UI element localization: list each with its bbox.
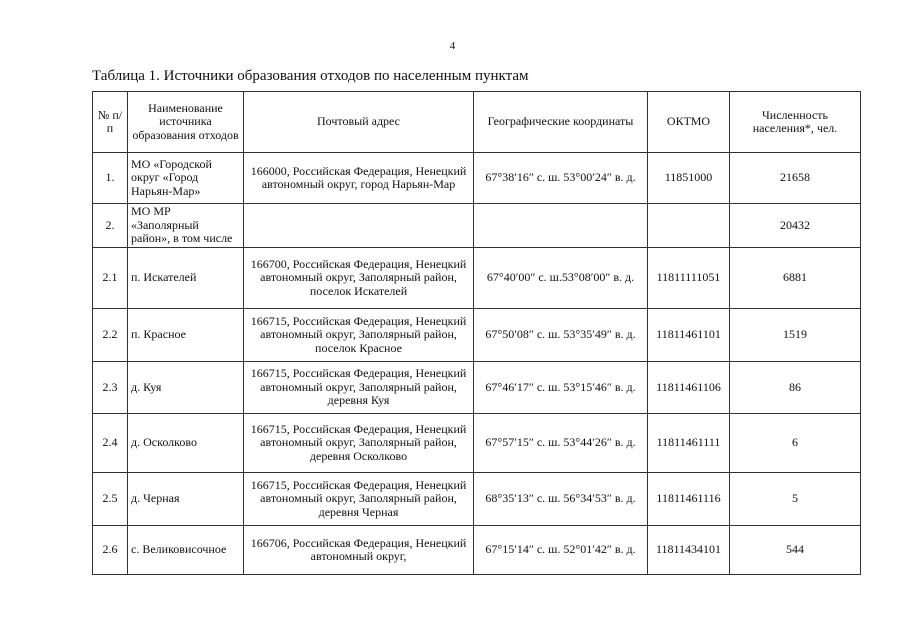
table-row	[93, 153, 861, 204]
cell-num: 2.4	[93, 414, 128, 473]
table-row	[93, 362, 861, 414]
cell-num: 2.2	[93, 309, 128, 362]
cell-oktmo	[648, 204, 730, 248]
cell-oktmo: 11811461116	[648, 473, 730, 526]
cell-oktmo: 11811461106	[648, 362, 730, 414]
table-row	[93, 248, 861, 309]
cell-oktmo: 11811461111	[648, 414, 730, 473]
header-population: Численность населения*, чел.	[730, 92, 861, 153]
cell-coords: 67°40′00″ с. ш.53°08′00″ в. д.	[474, 248, 648, 309]
header-num: № п/п	[93, 92, 128, 153]
cell-num: 2.3	[93, 362, 128, 414]
cell-address: 166715, Российская Федерация, Ненецкий автономный округ, Заполярный район, поселок Красное	[244, 309, 474, 362]
cell-coords: 67°38′16″ с. ш. 53°00′24″ в. д.	[474, 153, 648, 204]
cell-oktmo: 11811434101	[648, 526, 730, 575]
table-caption: Таблица 1. Источники образования отходов по населенным пунктам	[92, 68, 529, 84]
cell-population: 86	[730, 362, 861, 414]
cell-name: п. Искателей	[128, 248, 244, 309]
cell-name: МО МР «Заполярный район», в том числе	[128, 204, 244, 248]
cell-population: 5	[730, 473, 861, 526]
waste-sources-table	[92, 91, 861, 575]
cell-coords: 67°50′08″ с. ш. 53°35′49″ в. д.	[474, 309, 648, 362]
table-row	[93, 309, 861, 362]
cell-name: д. Осколково	[128, 414, 244, 473]
header-coords: Географические координаты	[474, 92, 648, 153]
cell-num: 2.	[93, 204, 128, 248]
cell-address: 166715, Российская Федерация, Ненецкий автономный округ, Заполярный район, деревня Осколково	[244, 414, 474, 473]
cell-name: с. Великовисочное	[128, 526, 244, 575]
cell-population: 6	[730, 414, 861, 473]
cell-address: 166715, Российская Федерация, Ненецкий автономный округ, Заполярный район, деревня Куя	[244, 362, 474, 414]
cell-address: 166700, Российская Федерация, Ненецкий автономный округ, Заполярный район, поселок Искателей	[244, 248, 474, 309]
cell-population: 6881	[730, 248, 861, 309]
cell-num: 2.1	[93, 248, 128, 309]
cell-coords	[474, 204, 648, 248]
table-header-row	[93, 92, 861, 153]
cell-population: 1519	[730, 309, 861, 362]
cell-name: п. Красное	[128, 309, 244, 362]
cell-address	[244, 204, 474, 248]
cell-coords: 68°35′13″ с. ш. 56°34′53″ в. д.	[474, 473, 648, 526]
cell-oktmo: 11811111051	[648, 248, 730, 309]
cell-population: 20432	[730, 204, 861, 248]
cell-population: 21658	[730, 153, 861, 204]
cell-address: 166000, Российская Федерация, Ненецкий автономный округ, город Нарьян-Мар	[244, 153, 474, 204]
table-row	[93, 414, 861, 473]
table-row	[93, 473, 861, 526]
cell-population: 544	[730, 526, 861, 575]
cell-num: 2.6	[93, 526, 128, 575]
cell-coords: 67°15′14″ с. ш. 52°01′42″ в. д.	[474, 526, 648, 575]
page-number: 4	[449, 40, 456, 52]
cell-address: 166715, Российская Федерация, Ненецкий автономный округ, Заполярный район, деревня Черная	[244, 473, 474, 526]
cell-oktmo: 11851000	[648, 153, 730, 204]
cell-coords: 67°57′15″ с. ш. 53°44′26″ в. д.	[474, 414, 648, 473]
table-row	[93, 526, 861, 575]
cell-num: 1.	[93, 153, 128, 204]
table-row	[93, 204, 861, 248]
cell-name: д. Куя	[128, 362, 244, 414]
header-name: Наименование источника образования отходов	[128, 92, 244, 153]
cell-name: МО «Городской округ «Город Нарьян-Мар»	[128, 153, 244, 204]
cell-address: 166706, Российская Федерация, Ненецкий автономный округ,	[244, 526, 474, 575]
header-address: Почтовый адрес	[244, 92, 474, 153]
header-oktmo: ОКТМО	[648, 92, 730, 153]
cell-coords: 67°46′17″ с. ш. 53°15′46″ в. д.	[474, 362, 648, 414]
cell-oktmo: 11811461101	[648, 309, 730, 362]
cell-num: 2.5	[93, 473, 128, 526]
cell-name: д. Черная	[128, 473, 244, 526]
